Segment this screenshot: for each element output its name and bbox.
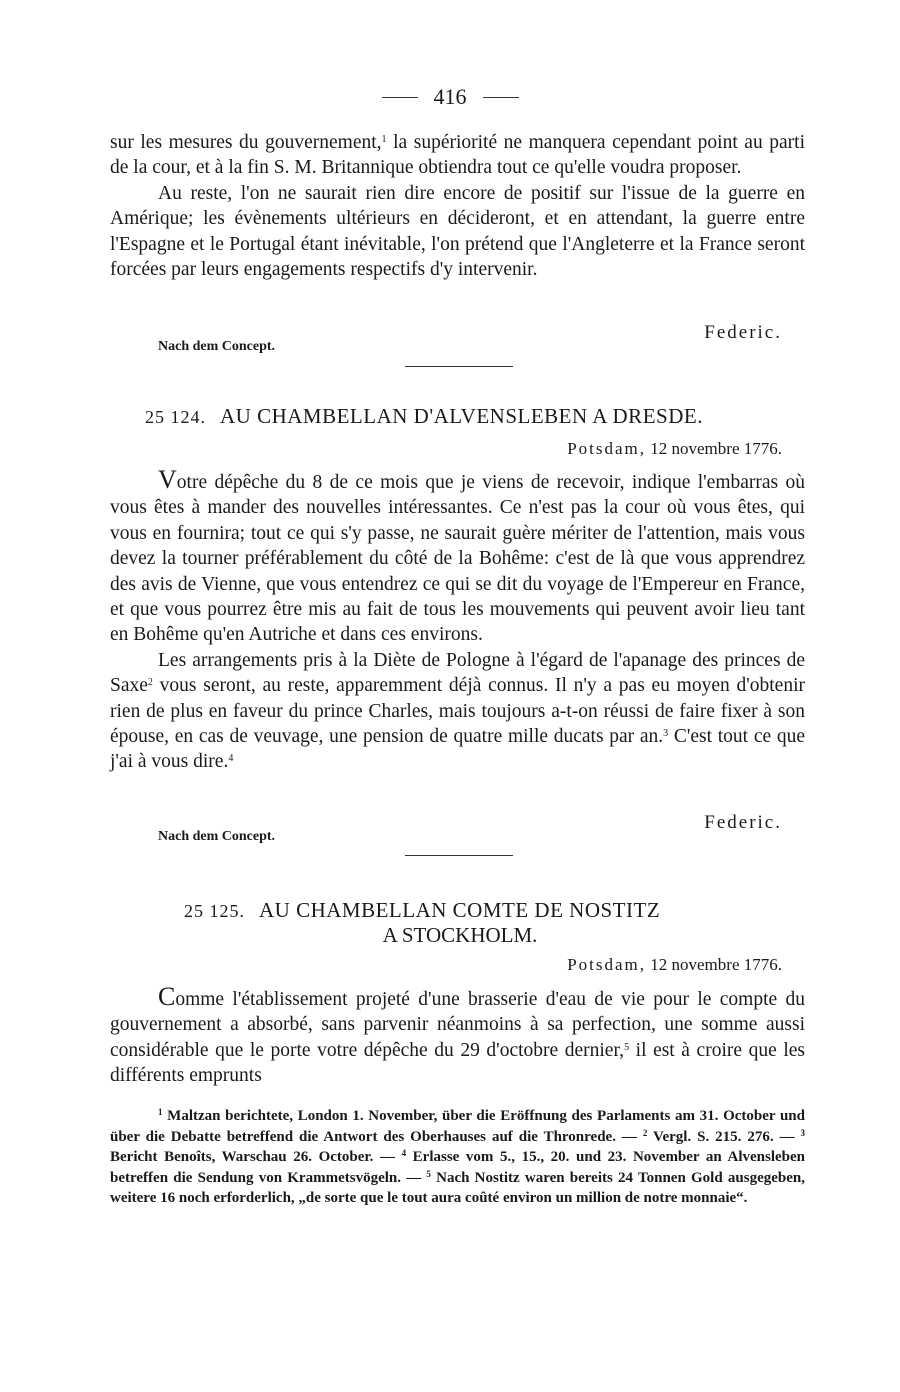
footnote-ref-3: 3 (663, 728, 669, 740)
letter-body-25124 (110, 467, 805, 775)
letter-heading: AU CHAMBELLAN D'ALVENSLEBEN A DRESDE. (220, 404, 703, 428)
signature-1: Federic. (704, 322, 782, 343)
letter-number: 25 125. (184, 901, 245, 921)
carry-over-text (110, 130, 805, 282)
header-dash-left (382, 97, 418, 98)
letter-body-25125 (110, 984, 805, 1089)
dateline-25124: Potsdam, 12 novembre 1776. (567, 439, 782, 458)
footnote-ref-2: 2 (147, 677, 153, 689)
letter-title-25124 (145, 404, 885, 429)
footnote-block: $^1$ Maltzan berichtete, London 1. November, über die Eröffnung des Parlaments am 31. October und über die Debatte betreffend die Antwort des Oberhauses auf die Thronrede. — $^2$ Vergl. S. 215. 276. — $^3$ Bericht Benoîts, Warschau 26. October. — $^4$ Erlasse vom 5., 15., 20. und 23. November an Alvensleben betreffen die Sendung von Krammetsvögeln. — $^5$ Nach Nostitz waren bereits 24 Tonnen Gold ausgegeben, weitere 16 noch erforderlich, „de sorte que le tout aura coûté environ un million de notre monnaie“. (110, 1107, 806, 1207)
letter-paragraph-1: Votre dépêche du 8 de ce mois que je viens de recevoir, indique l'embarras où vous êtes à mander des nouvelles intéressantes. Ce n'est pas la cour où vous êtes, qui vous en fournira; tout ce qui s'y passe, ne saurait guère mériter de l'attention, mais vous devez la tourner préférablement du côté de la Bohême: c'est de là que vous apprendrez des avis de Vienne, que vous entendrez ce qui se dit du voyage de l'Empereur en France, et que vous pourrez être mis au fait de tous les mouvements qui peuvent avoir lieu tant en Bohême qu'en Autriche et dans ces environs. (110, 465, 805, 646)
footnotes (110, 1106, 805, 1209)
letter-heading-line-2: A STOCKHOLM. (382, 923, 538, 947)
source-note-2: Nach dem Concept. (158, 829, 276, 844)
section-divider-1 (405, 366, 513, 367)
letter-paragraph-2: Les arrangements pris à la Diète de Pologne à l'égard de l'apanage des princes de Saxe$^2$ vous seront, au reste, apparemment déjà connus. Il n'y a pas eu moyen d'obtenir rien de plus en faveur du prince Charles, mais toujours a-t-on réussi de faire fixer à son épouse, en cas de veuvage, une pension de quatre mille ducats par an.$^3$ C'est tout ce que j'ai à vous dire.$^4$ (110, 649, 805, 773)
section-divider-2 (405, 855, 513, 856)
header-dash-right (483, 97, 519, 98)
page-number: 416 (433, 84, 467, 109)
carry-over-paragraph-2: Au reste, l'on ne saurait rien dire encore de positif sur l'issue de la guerre en Amérique; les évènements ultérieurs en décideront, et en attendant, la guerre entre l'Espagne et le Portugal étant inévitable, l'on prétend que l'Angleterre et la France seront forcées par leurs engagements respectifs d'y intervenir. (110, 182, 805, 281)
letter-title-25125 (184, 898, 900, 923)
carry-over-paragraph-1: sur les mesures du gouvernement,$^1$ la supériorité ne manquera cependant point au parti de la cour, et à la fin S. M. Britannique obtiendra tout ce qu'elle voudra proposer. (110, 132, 806, 179)
footnote-ref-5: 5 (624, 1041, 630, 1053)
footnote-ref-1: 1 (381, 134, 387, 145)
footnote-ref-4: 4 (228, 753, 234, 765)
dateline-25125: Potsdam, 12 novembre 1776. (567, 955, 782, 974)
letter-heading: AU CHAMBELLAN COMTE DE NOSTITZ (259, 898, 661, 922)
signature-2: Federic. (704, 812, 782, 833)
source-note-1: Nach dem Concept. (158, 339, 276, 354)
letter-paragraph-1: Comme l'établissement projeté d'une brasserie d'eau de vie pour le compte du gouvernement a absorbé, sans parvenir néanmoins à sa perfection, une somme aussi considérable que le porte votre dépêche du 29 d'octobre dernier,$^5$ il est à croire que les différents emprunts (110, 982, 805, 1087)
page-header (0, 82, 900, 112)
letter-number: 25 124. (145, 407, 206, 427)
